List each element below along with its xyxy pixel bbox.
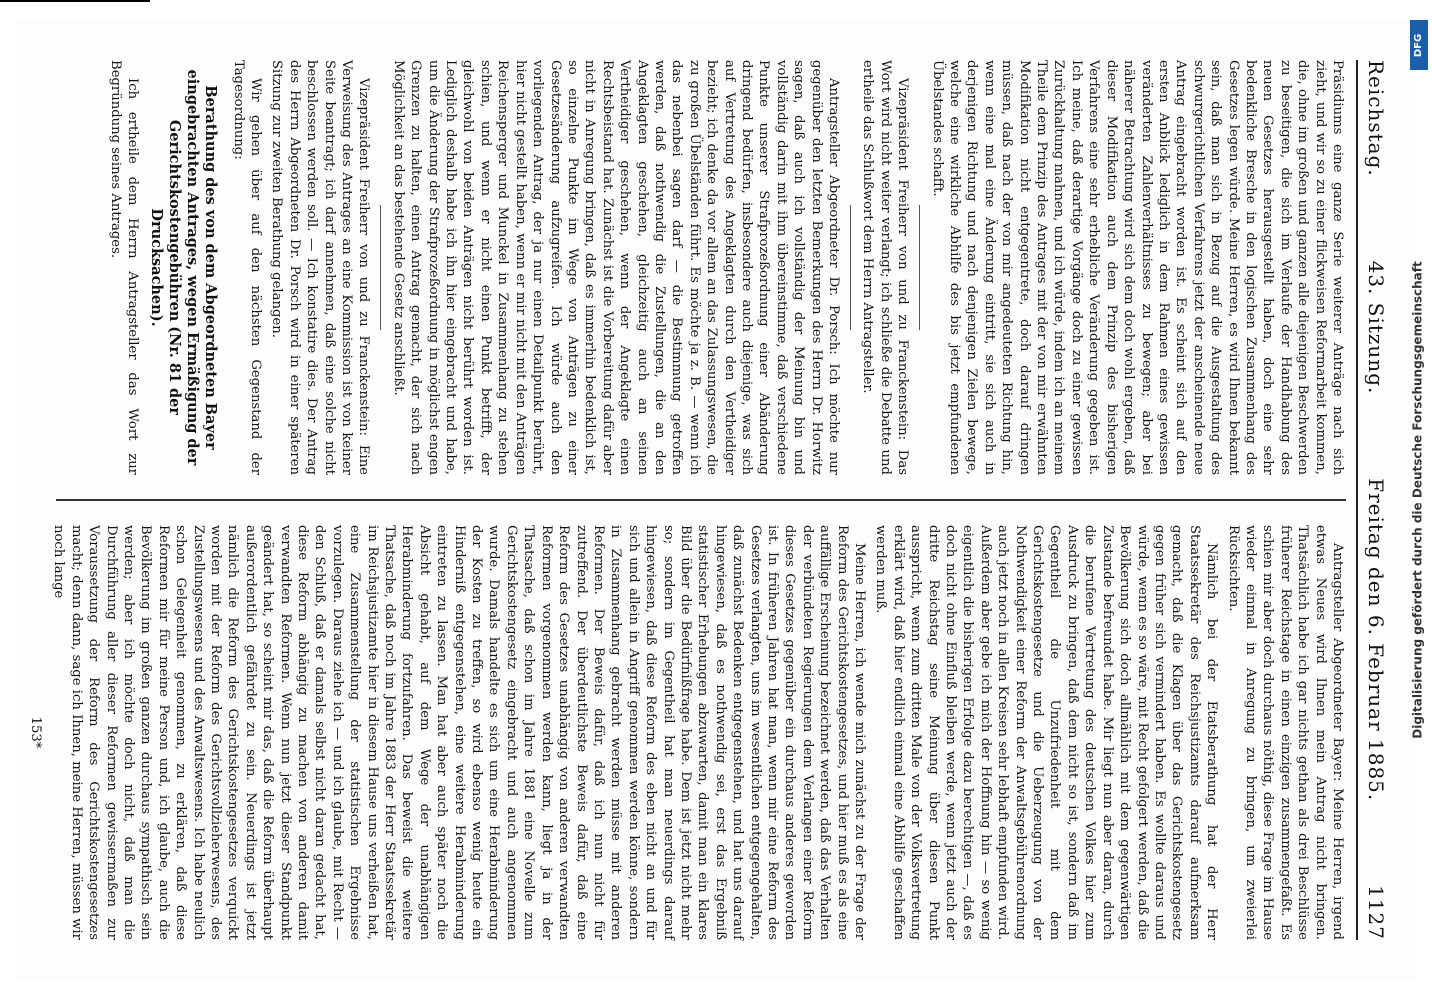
signature-mark: 153* — [27, 716, 43, 749]
scan-edge-mark — [0, 0, 150, 2]
column-right — [27, 525, 1346, 940]
paragraph: Antragsteller Abgeordneter Bayer: Meine Herren, irgend etwas Neues wird Ihnen mein Antrag nicht bringen. Thatsächlich habe ich gar nichts gethan als drei Beschlüsse früherer Reichstage in einen einzigen zusammengefaßt. Es schien mir aber doch durchaus nöthig, diese Frage im Hause wieder einmal in Anregung zu bringen, um zweierlei Rücksichten. — [1225, 525, 1345, 940]
paragraph: Wir gehen über auf den nächsten Gegenstand der Tagesordnung: — [230, 60, 264, 475]
column-rule — [56, 499, 1346, 501]
dfg-logo: DFG — [1410, 20, 1428, 70]
paragraph: Vizepräsident Freiherr von und zu Franckenstein: Das Wort wird nicht weiter verlangt; ich schließe die Debatte und ertheile das Schlußwort dem Herrn Antragsteller. — [860, 60, 911, 475]
paragraph: Nämlich bei der Etatsberathung hat der Herr Staatssekretär des Reichsjustizamts darauf aufmerksam gemacht, daß die Klagen über das Gerichtskostengesetz gegen früher sich vermindert haben. Es wollte daraus und würde, wenn es so wäre, mit Recht gefolgert werden, daß die Bevölkerung sich doch allmählich mit dem gegenwärtigen Zustande befreundet habe. Mir liegt nun aber daran, durch die berufene Vertretung des deutschen Volkes hier zum Ausdruck zu bringen, daß dem nicht so ist, sondern daß im Gegentheil die Unzufriedenheit mit dem Gerichtskostengesetze und die Ueberzeugung von der Nothwendigkeit einer Reform der Anwaltsgebührenordnung auch jetzt noch in allen Kreisen sehr lebhaft empfunden wird. Außerdem aber gebe ich mich der Hoffnung hin — so wenig eigentlich die bisherigen Erfolge dazu berechtigen —, daß es doch nicht ohne Einfluß bleiben werde, wenn jetzt auch der dritte Reichstag seine Meinung über diesen Punkt ausspricht, wenn zum dritten Male von der Volksvertretung erklärt wird, daß hier endlich einmal eine Abhilfe geschaffen werden muß. — [873, 525, 1220, 940]
header-date: Freitag den 6. Februar 1885. — [1364, 478, 1388, 802]
watermark-text: Digitalisierung gefördert durch die Deutsche Forschungsgemeinschaft — [1411, 261, 1426, 739]
page-header — [1356, 60, 1388, 940]
divider — [850, 205, 851, 330]
divider — [919, 205, 920, 330]
paragraph: Ich ertheile dem Herrn Antragsteller das Wort zur Begründung seines Antrages. — [107, 60, 141, 475]
paragraph: Antragsteller Abgeordneter Dr. Porsch: Ich möchte nur gegenüber den letzten Bemerkungen des Herrn Dr. Horwitz sagen, daß auch ich vollständig der Meinung bin und vollständig darin mit ihm übereinstimme, daß verschiedene Punkte unserer Strafprozeßordnung einer Abänderung dringend bedürfen, insbesondere auch diejenige, was sich auf Vertretung des Angeklagten durch den Vertheidiger bezieht; ich denke da vor allem an das Zulassungswesen, die zu großen Übelständen führt. Es möchte ja z. B. — wenn ich das nebenbei sagen darf — die Bestimmung getroffen werden, daß nothwendig die Zustellungen, die an den Angeklagten geschehen, gleichzeitig auch an seinen Vertheidiger geschehen, wenn der Angeklagte einen Rechtsbeistand hat. Zunächst ist die Vorbereitung dafür aber nicht in Anregung bringen, daß es immerhin bedenklich ist, so einzelne Punkte im Wege von Anträgen zu einer Gesetzesänderung aufzugreifen. Ich würde auch den vorliegenden Antrag, der ja nur einen Detailpunkt berührt, hier nicht gestellt haben, wenn er mir nicht mit den Anträgen Reichensperger und Munckel in Zusammenhang zu stehen schien, und wenn er nicht einen Punkt betrifft, der gleichwohl von beiden Anträgen nicht berührt worden ist. Lediglich deshalb habe ich ihn hier eingebracht und habe, um die Änderung der Strafprozeßordnung in möglichst engen Grenzen zu halten, einen Antrag gemacht, der sich nach Möglichkeit an das bestehende Gesetz anschließt. — [390, 60, 842, 475]
agenda-heading: Berathung des von dem Abgeordneten Bayer eingebrachten Antrages, wegen Ermäßigung der Gerichtskostengebühren (Nr. 81 der Drucksachen). — [148, 69, 220, 466]
header-session: 43. Sitzung. — [1364, 260, 1388, 395]
paragraph: Meine Herren, ich wende mich zunächst zu der Frage der Reform des Gerichtskostengesetzes, und hier muß es als eine auffällige Erscheinung bezeichnet werden, daß das Verhalten der verbündeten Regierungen dem Verlangen einer Reform dieses Gesetzes gegenüber ein durchaus anderes geworden ist. In früheren Jahren hat man, wenn mir eine Reform des Gesetzes verlangten, uns im wesentlichen entgegengehalten, daß zunächst Bedenken entgegenstehen, und hat uns darauf hingewiesen, daß es nothwendig sei, erst das Ergebniß statistischer Erhebungen abzuwarten, damit man ein klares Bild über die Bedürfnißfrage habe. Dem ist jetzt nicht mehr so; sondern im Gegentheil hat man neuerdings darauf hingewiesen, daß diese Reform des eben nicht an und für sich und allein in Angriff genommen werden könne, sondern in Zusammenhang gebracht werden müsse mit anderen Reformen. Der Beweis dafür, daß ich nun nicht für zutreffend. Der überdeutlichste Beweis dafür, daß eine Reform des Gesetzes unabhängig von anderen verwandten Reformen vorgenommen werden kann, liegt ja in der Thatsache, daß schon im Jahre 1881 eine Novelle zum Gerichtskostengesetz eingebracht und auch angenommen wurde. Damals handelte es sich um eine Herabminderung der Kosten zu treffen, so wird ebenso wenig heute ein Hinderniß entgegenstehen, eine weitere Herabminderung eintreten zu lassen. Man hat aber auch später noch die Absicht gehabt, auf dem Wege der unabhängigen Herabminderung fortzufahren. Das beweist die weitere Thatsache, daß noch im Jahre 1883 der Herr Staatssekretär im Reichsjustizamte hier in diesem Hause uns verheißen hat, eine Zusammenstellung der statistischen Ergebnisse vorzulegen. Daraus ziehe ich — und ich glaube, mit Recht — den Schluß, daß er damals selbst nicht daran gedacht hat, diese Reform abhängig zu machen von anderen damit verwandten Reformen. Wenn nun jetzt dieser Standpunkt geändert hat, so scheint mir das, daß die Reform überhaupt außerordentlich gefährdet zu sein. Neuerdings ist jetzt nämlich die Reform des Gerichtskostengesetzes verquickt worden mit der Reform des Gerichtsvollzieherwesens, des Zustellungswesens und des Anwaltswesens. Ich habe neulich schon Gelegenheit genommen, zu erklären, daß diese Reformen mir für meine Person und, ich glaube, auch die Bevölkerung im großen ganzen durchaus sympathisch sein werden; aber ich möchte doch nicht, daß man die Durchführung aller dieser Reformen gewissermaßen zur Voraussetzung der Reform des Gerichtskostengesetzes macht; denn dann, sage ich Ihnen, meine Herren, müssen wir noch lange — [51, 525, 868, 940]
paragraph: Vizepräsident Freiherr von und zu Franckenstein: Eine Verweisung des Antrages an eine Kommission ist von keiner Seite beantragt; ich darf annehmen, daß eine solche nicht beschlossen werden soll. — Ich konstatire dies. Der Antrag des Herrn Abgeordneten Dr. Porsch wird in einer späteren Sitzung zur zweiten Berathung gelangen. — [269, 60, 372, 475]
paragraph: Präsidiums eine ganze Serie weiterer Anträge nach sich zieht, und wir so zu einer flickweisen Reformarbeit kommen, die, ohne im großen und ganzen alle diejenigen Beschwerden zu beseitigen, die sich im Verlaufe der Handhabung des neuen Gesetzes herausgestellt haben, doch eine sehr bedenkliche Bresche in den logischen Zusammenhang des Gesetzes legen würde. Meine Herren, es wird Ihnen bekannt sein, daß man sich in Bezug auf die Ausgestaltung des schwurgerichtlichen Verfahrens jetzt der anscheinende neue Antrag eingebracht worden ist. Es scheint sich auf den ersten Anblick lediglich in dem Rahmen eines gewissen veränderten Zahlenverhältnisses zu bewegen; aber bei näherer Betrachtung wird sich dem doch wohl ergeben, daß dieser Modifikation auch dem Prinzip des bisherigen Verfahrens eine sehr erhebliche Veränderung gegeben ist. Ich meine, daß derartige Vorgänge doch zu einer gewissen Zurückhaltung mahnen, und ich würde, indem ich an meinem Theile dem Prinzip des Antrages mit der von mir erwähnten Modifikation nicht entgegentrete, doch darauf dringen müssen, daß nach der von mir angedeuteten Richtung hin, wenn eine mal eine Änderung eintritt, sie sich auch in derjenigen Richtung und nach denjenigen Zielen bewege, welche eine wirkliche Abhilfe des bis jetzt empfundenen Übelstandes schafft. — [929, 60, 1345, 475]
text-columns — [27, 60, 1346, 940]
page-number: 1127 — [1364, 885, 1388, 940]
header-left: Reichstag. — [1364, 60, 1388, 177]
divider — [380, 205, 381, 330]
column-left — [56, 60, 1346, 475]
digitization-watermark — [1404, 0, 1432, 1000]
newspaper-page — [16, 20, 1416, 980]
